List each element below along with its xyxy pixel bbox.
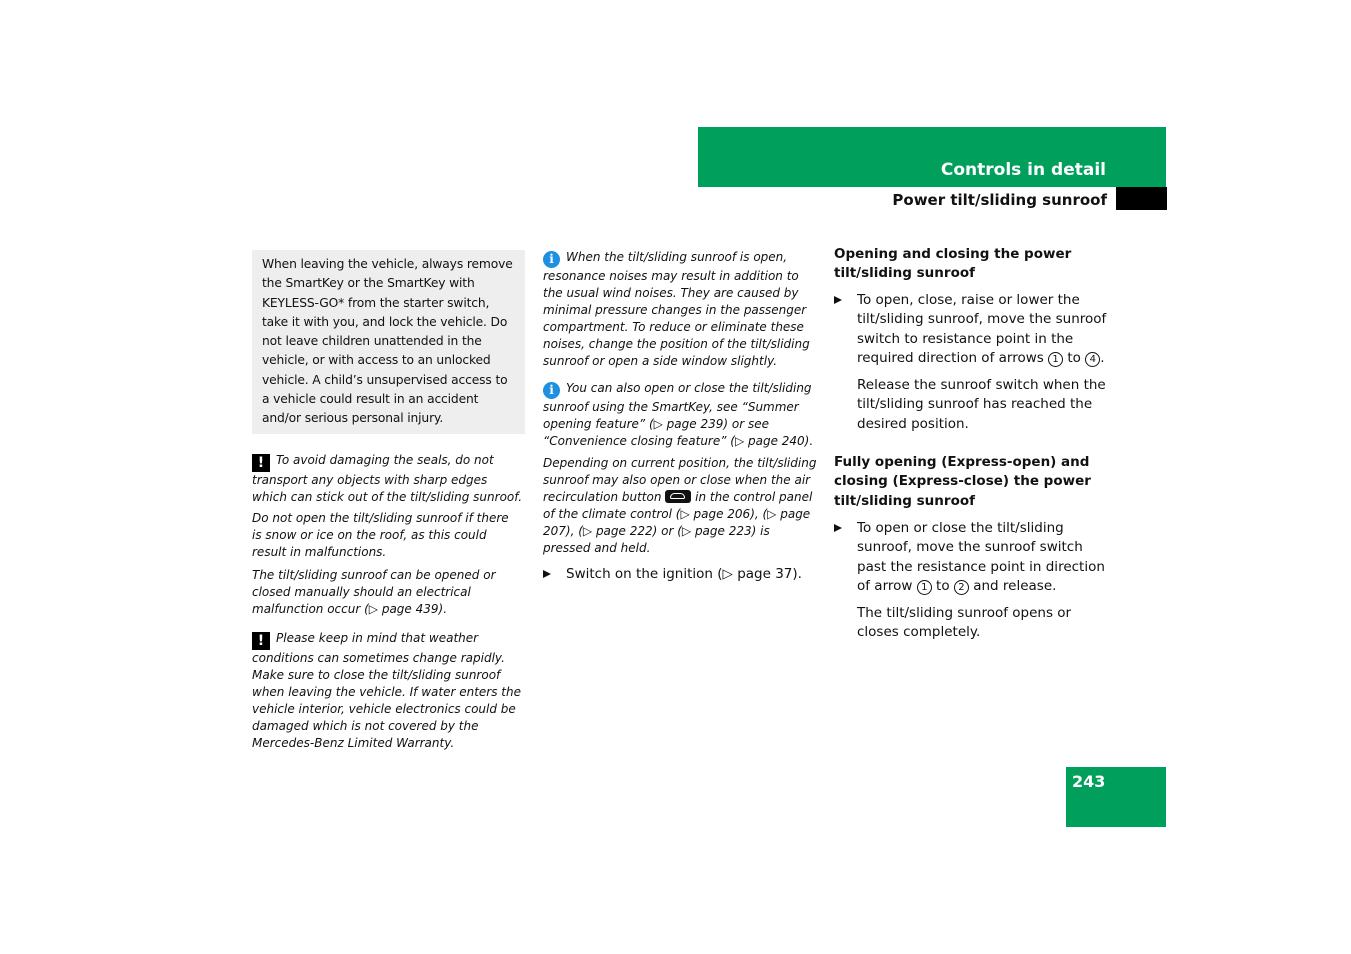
- step-arrow-icon: [834, 296, 842, 304]
- step-express: [834, 519, 1110, 596]
- step-open-close-to: to: [1067, 349, 1081, 366]
- arrow-1-marker: 1: [917, 580, 932, 595]
- info-resonance-text: When the tilt/sliding sunroof is open, resonance noises may result in addition to the usual wind noises. They are caused by minimal pressure changes in the passenger compartment. To reduce or eliminate these noises, change the position of the tilt/sliding sunroof or open a side window slightly.: [543, 250, 810, 368]
- step-arrow-icon: [834, 524, 842, 532]
- step-open-close-text: To open, close, raise or lower the tilt/sliding sunroof, move the sunroof switch to resistance point in the required direction of arrows: [857, 292, 1107, 366]
- step-arrow-icon: [543, 570, 551, 578]
- info-resonance: [543, 249, 819, 369]
- warning-box: When leaving the vehicle, always remove the SmartKey or the SmartKey with KEYLESS-GO* from the starter switch, take it with you, and lock the vehicle. Do not leave children unattended in the vehicle, or with access to an unlocked vehicle. A child’s unsupervised access to a vehicle could result in an accident and/or serious personal injury.: [252, 250, 525, 434]
- note-seals: [252, 452, 526, 506]
- arrow-2-marker: 2: [954, 580, 969, 595]
- warning-icon: !: [252, 454, 270, 472]
- note-weather-text: Please keep in mind that weather conditions can sometimes change rapidly. Make sure to close the tilt/sliding sunroof when leaving the vehicle. If water enters the vehicle interior, vehicle electronics could be damaged which is not covered by the Mercedes-Benz Limited Warranty.: [252, 631, 521, 750]
- info-icon: i: [543, 382, 560, 399]
- note-weather: [252, 630, 528, 751]
- info-icon: i: [543, 251, 560, 268]
- heading-open-close: Opening and closing the power tilt/sliding sunroof: [834, 246, 1072, 282]
- page-number-box: [1066, 767, 1166, 827]
- info-smartkey-text: You can also open or close the tilt/sliding sunroof using the SmartKey, see “Summer opening feature” (▷ page 239) or see “Convenience closing feature” (▷ page 240).: [543, 381, 814, 448]
- step-open-close: To open, close, raise or lower the tilt/sliding sunroof, move the sunroof switch to resistance point in the required direction of arrows 1 to 4 .: [834, 291, 1110, 368]
- air-recirculation-icon: [665, 490, 691, 503]
- page-number: 243: [1072, 772, 1106, 791]
- header-marker: [1116, 187, 1167, 210]
- result-release: Release the sunroof switch when the tilt/sliding sunroof has reached the desired position.: [857, 377, 1106, 432]
- step-express-to: to: [936, 577, 950, 594]
- step-ignition-text: Switch on the ignition (▷ page 37).: [566, 566, 802, 582]
- note-seals-text: To avoid damaging the seals, do not transport any objects with sharp edges which can stick out of the tilt/sliding sunroof.: [252, 453, 523, 504]
- step-express-text: To open or close the tilt/sliding sunroof, move the sunroof switch past the resistance point in direction of arrow: [857, 520, 1105, 594]
- note-snow: Do not open the tilt/sliding sunroof if there is snow or ice on the roof, as this could result in malfunctions.: [252, 511, 509, 559]
- step-express-end: and release.: [973, 577, 1057, 594]
- arrow-4-marker: 4: [1085, 352, 1100, 367]
- arrow-1-marker: 1: [1048, 352, 1063, 367]
- section-title: Controls in detail: [940, 160, 1106, 180]
- warning-icon: !: [252, 632, 270, 650]
- note-manual: The tilt/sliding sunroof can be opened or closed manually should an electrical malfunction occur (▷ page 439).: [252, 568, 496, 616]
- heading-express: Fully opening (Express-open) and closing (Express-close) the power tilt/sliding sunroof: [834, 454, 1091, 509]
- result-complete: The tilt/sliding sunroof opens or closes completely.: [857, 605, 1072, 641]
- para-recirculation: [543, 455, 819, 556]
- para-recirculation-b: in the control panel of the climate control (▷ page 206), (▷ page 207), (▷ page 222) or (▷ page 223) is pressed and held.: [543, 489, 813, 555]
- info-smartkey: [543, 380, 819, 450]
- header-band: [698, 127, 1166, 187]
- page-title: Power tilt/sliding sunroof: [892, 191, 1107, 209]
- para-recirculation-a: Depending on current position, the tilt/sliding sunroof may also open or close when the air recirculation button: [543, 456, 817, 504]
- step-ignition: [543, 565, 819, 584]
